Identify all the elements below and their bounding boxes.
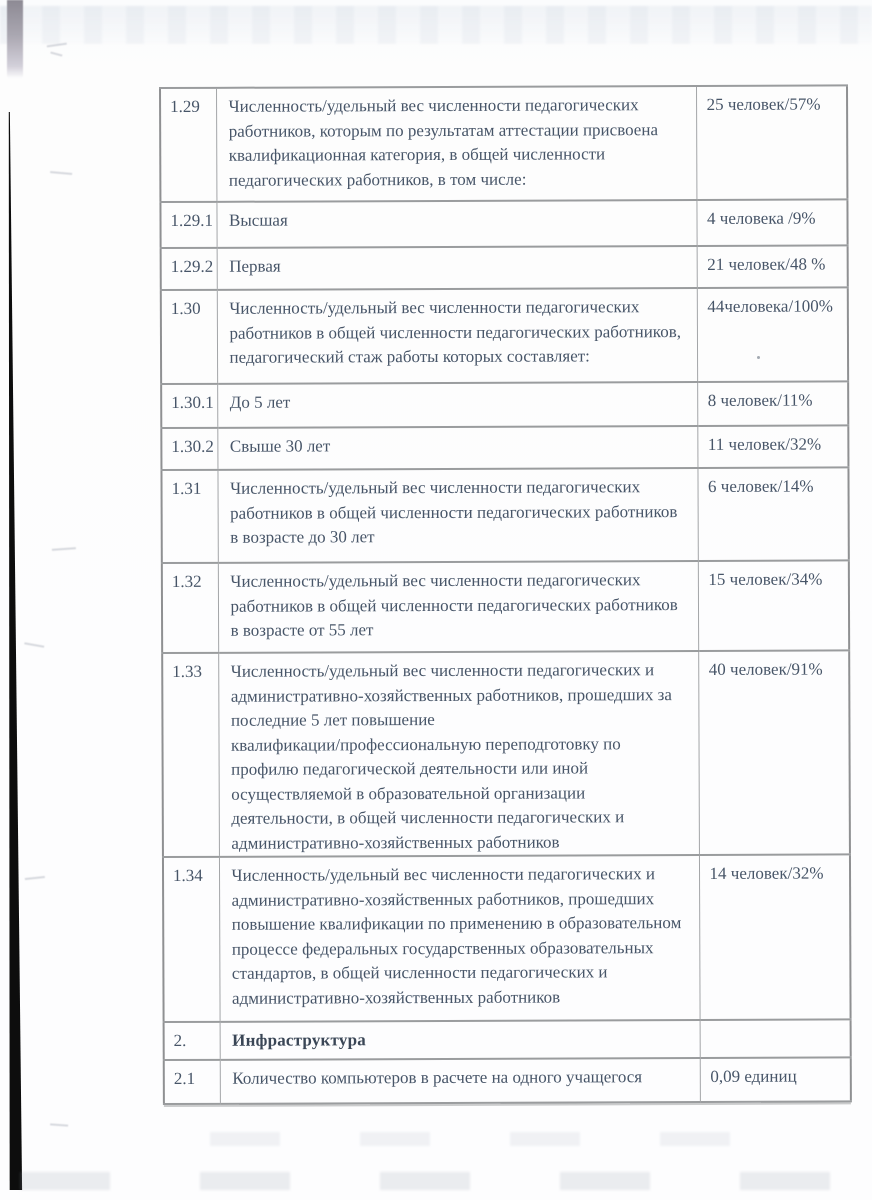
- pencil-mark: [50, 52, 63, 60]
- table-row: [161, 245, 848, 290]
- indicator-cell: Численность/удельный вес численности педагогических работников в общей численности педагогических работников в возрасте до 30 лет: [217, 468, 697, 563]
- indicator-cell: Высшая: [216, 200, 696, 248]
- pencil-mark: [52, 547, 76, 554]
- indicator-cell: Численность/удельный вес численности педагогических и административно-хозяйственных работников, прошедших за последние 5 лет повышение квалификации/профессиональную переподготовку по профилю педагогической деятельности или иной осуществляемой в образовательной организации деятельности, в общей численности педагогических и административно-хозяйственных работников: [218, 651, 699, 857]
- row-number-cell: 2.: [164, 1022, 220, 1060]
- table-row: [163, 854, 851, 1022]
- value-cell: 21 человек/48 %: [697, 245, 848, 288]
- table-row: [164, 1057, 851, 1104]
- book-spine-shadow: [5, 112, 23, 1190]
- indicator-cell: Свыше 30 лет: [217, 426, 697, 470]
- indicator-cell: До 5 лет: [217, 382, 697, 428]
- table-row-section: [164, 1019, 851, 1060]
- indicator-cell: Численность/удельный вес численности педагогических и административно-хозяйственных работников, прошедших повышение квалификации по применению в образовательном процессе федеральных государственных образовательных стандартов, в общей численности педагогических и административно-хозяйственных работников: [219, 855, 700, 1022]
- value-cell: 44человека/100%: [697, 287, 848, 382]
- section-title-cell: Инфраструктура: [220, 1020, 700, 1060]
- row-number-cell: 1.29: [160, 88, 216, 202]
- row-number-cell: 1.34: [163, 857, 220, 1022]
- indicator-cell: Численность/удельный вес численности педагогических работников в общей численности педагогических работников в возрасте от 55 лет: [218, 561, 698, 653]
- value-cell: 14 человек/32%: [699, 854, 851, 1020]
- self-assessment-indicators-table: [159, 84, 850, 1105]
- pencil-mark: [25, 876, 45, 883]
- indicator-cell: Численность/удельный вес численности педагогических работников, которым по результатам аттестации присвоена квалификационная категория, в общей численности педагогических работников, в том числе:: [216, 86, 696, 202]
- pencil-mark: [24, 642, 45, 650]
- value-cell: 4 человека /9%: [696, 199, 847, 246]
- indicator-cell: Численность/удельный вес численности педагогических работников в общей численности педагогических работников, педагогический стаж работы которых составляет:: [217, 288, 697, 384]
- row-number-cell: 1.30.1: [161, 384, 217, 428]
- value-cell: 15 человек/34%: [698, 560, 849, 651]
- value-cell: 0,09 единиц: [700, 1057, 851, 1102]
- value-cell: 11 человек/32%: [697, 425, 848, 468]
- row-number-cell: 1.29.2: [161, 248, 217, 290]
- value-cell: 8 человек/11%: [697, 381, 848, 426]
- pencil-mark: [50, 171, 72, 178]
- table-row: [161, 381, 848, 428]
- scan-noise-bottom-band: [210, 1132, 730, 1146]
- indicator-cell: Первая: [217, 246, 697, 290]
- scan-noise-bottom-band: [20, 1172, 860, 1190]
- table-row: [162, 560, 849, 653]
- value-cell: 25 человек/57%: [696, 85, 847, 200]
- value-cell: 6 человек/14%: [697, 467, 848, 561]
- table-row: [161, 467, 848, 563]
- row-number-cell: 1.29.1: [160, 202, 216, 248]
- table-row: [160, 199, 847, 248]
- scan-noise-top-band: [0, 6, 872, 44]
- value-cell: [700, 1019, 851, 1058]
- pencil-mark: [50, 1123, 68, 1129]
- table-row: [161, 287, 848, 384]
- row-number-cell: 1.33: [162, 653, 219, 857]
- table-row: [161, 425, 848, 470]
- row-number-cell: 1.30: [161, 290, 217, 384]
- table-row: [160, 85, 847, 202]
- row-number-cell: 2.1: [164, 1060, 220, 1104]
- table-row: [162, 650, 850, 857]
- row-number-cell: 1.30.2: [161, 428, 217, 470]
- row-number-cell: 1.32: [162, 563, 218, 653]
- row-number-cell: 1.31: [161, 470, 217, 563]
- scan-corner-shadow-bar: [7, 0, 23, 78]
- indicator-cell: Количество компьютеров в расчете на одного учащегося: [220, 1058, 700, 1104]
- value-cell: 40 человек/91%: [698, 650, 850, 855]
